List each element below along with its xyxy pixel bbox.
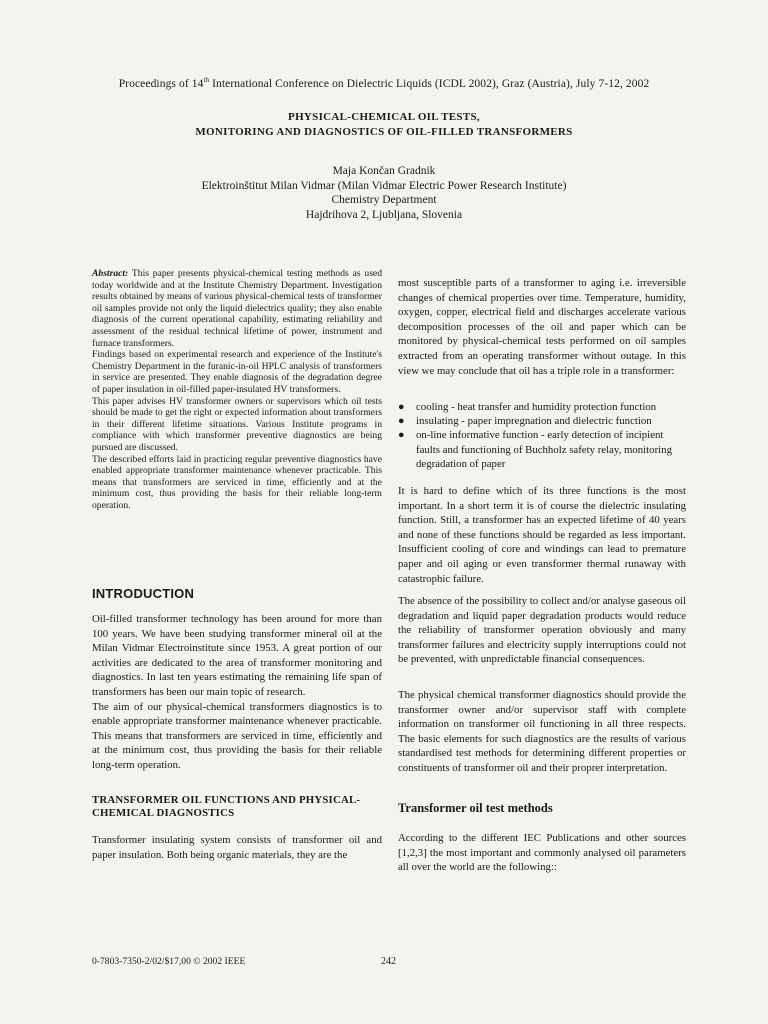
functions-heading-line-1: TRANSFORMER OIL FUNCTIONS AND PHYSICAL-: [92, 794, 361, 806]
bullet-icon: ●: [398, 429, 405, 442]
right-p2: It is hard to define which of its three functions is the most important. In a short term it is of course the dielectric insulating function. Still, a transformer has an expected lifetime of 40 years and none of these functions should be regarded as less important. Insufficient cooling of core and windings can lead to premature paper and oil aging or even transformer thermal runaway with catastrophic failure.: [398, 485, 686, 585]
paper-title: [120, 110, 648, 140]
author-address: Hajdrihova 2, Ljubljana, Slovenia: [305, 208, 463, 221]
abstract-p1-text: This paper presents physical-chemical testing methods as used today worldwide and at the Institute Chemistry Department. Investigation results obtained by means of various physical-chemical tests of transformer oil samples provide not only the liquid dielectrics quality; they also enable diagnosis of the current operational capability, estimating reliability and assessment of the residual technical lifetime of power, instrument and furnace transformers.: [92, 268, 382, 349]
abstract-label: Abstract:: [92, 268, 129, 279]
introduction-p1: Oil-filled transformer technology has been around for more than 100 years. We have been studying transformer mineral oil at the Milan Vidmar Electroinstitute since 1953. A great portion of our activities are dedicated to the area of transformer monitoring and diagnostics. In last ten years estimating the remaining life span of transformers has been our main topic of research.: [92, 613, 382, 698]
copyright-footer: 0-7803-7350-2/02/$17,00 © 2002 IEEE: [92, 956, 246, 967]
title-line-2: MONITORING AND DIAGNOSTICS OF OIL-FILLED TRANSFORMERS: [195, 126, 573, 138]
functions-heading: [92, 794, 392, 820]
introduction-p2: The aim of our physical-chemical transformers diagnostics is to enable appropriate transformer maintenance whenever practicable. This means that transformers are serviced in time, efficiently and at the minimum cost, thus providing the basis for their reliable long-term operation.: [92, 700, 382, 771]
right-paragraph-1: [398, 276, 686, 378]
abstract: [92, 268, 382, 511]
functions-p1: Transformer insulating system consists of transformer oil and paper insulation. Both being organic materials, they are the: [92, 834, 382, 861]
abstract-p4: The described efforts laid in practicing regular preventive diagnostics have enabled appropriate transformer maintenance whenever practicable. This means that transformers are serviced in time, efficiently and at the minimum cost, thus providing the basis for their reliable long-term operation.: [92, 453, 382, 511]
page-number: 242: [381, 956, 396, 967]
author-block: [120, 164, 648, 222]
bullet-icon: ●: [398, 401, 405, 413]
abstract-p1: [92, 268, 382, 349]
right-p3: The absence of the possibility to collect and/or analyse gaseous oil degradation and liquid paper degradation products would reduce the reliability of transformer operation obviously and many transformer failures and electricity supply interruptions could not be prevented, with unpredictable financial consequences.: [398, 595, 686, 666]
right-paragraph-3: [398, 594, 686, 667]
bullet-text: on-line informative function - early detection of incipient faults and functioning of Buchholz safety relay, monitoring degradation of paper: [416, 429, 672, 470]
abstract-p3: This paper advises HV transformer owners or supervisors which oil tests should be made to get the right or expected information about transformers in their different lifetime situations. Various Institute programs in compliance with which transformer preventive diagnostics are being pursued are discussed.: [92, 395, 382, 453]
author-affiliation: Elektroinštitut Milan Vidmar (Milan Vidmar Electric Power Research Institute): [201, 179, 567, 192]
test-methods-heading: Transformer oil test methods: [398, 801, 553, 815]
header-suffix: International Conference on Dielectric Liquids (ICDL 2002), Graz (Austria), July 7-12, 2002: [209, 77, 650, 90]
right-p5: According to the different IEC Publications and other sources [1,2,3] the most important and commonly analysed oil parameters all over the world are the following::: [398, 832, 686, 874]
right-p4: The physical chemical transformer diagnostics should provide the transformer owner and/or supervisor staff with complete information on transformer oil functioning in all three respects. The basic elements for such diagnostics are the results of various standardised test methods for determining different properties or constituents of transformer oil and their proprer interpretation.: [398, 689, 686, 774]
right-paragraph-5: [398, 831, 686, 875]
introduction-body: [92, 612, 382, 773]
oil-role-list: [398, 400, 686, 471]
abstract-p2: Findings based on experimental research and experience of the Institute's Chemistry Department in the furanic-in-oil HPLC analysis of transformers in service are presented. They enable diagnosis of the degradation degree of paper insulation in oil-filled paper-insulated HV transformers.: [92, 349, 382, 395]
header-sup: th: [203, 76, 210, 84]
bullet-icon: ●: [398, 415, 405, 428]
author-department: Chemistry Department: [331, 194, 437, 206]
functions-body: [92, 833, 382, 862]
introduction-heading: INTRODUCTION: [92, 586, 195, 601]
right-paragraph-2: [398, 484, 686, 586]
title-line-1: PHYSICAL-CHEMICAL OIL TESTS,: [288, 111, 480, 123]
header-prefix: Proceedings of 14: [118, 77, 204, 90]
right-p1: most susceptible parts of a transformer to aging i.e. irreversible changes of chemical properties over time. Temperature, humidity, oxygen, copper, electrical field and discharges accelerate various decomposition processes of the oil and paper which can be monitored by physical-chemical tests performed on oil samples extracted from an operating transformer without outage. In this view we may conclude that oil has a triple role in a transformer:: [398, 277, 686, 377]
author-name: Maja Končan Gradnik: [332, 165, 436, 177]
list-item: [398, 414, 686, 428]
bullet-text: insulating - paper impregnation and dielectric function: [416, 415, 652, 428]
bullet-text: cooling - heat transfer and humidity protection function: [416, 401, 657, 413]
list-item: [398, 400, 686, 414]
list-item: [398, 428, 686, 471]
functions-heading-line-2: CHEMICAL DIAGNOSTICS: [92, 807, 235, 819]
proceedings-header: [60, 76, 708, 90]
right-paragraph-4: [398, 688, 686, 776]
